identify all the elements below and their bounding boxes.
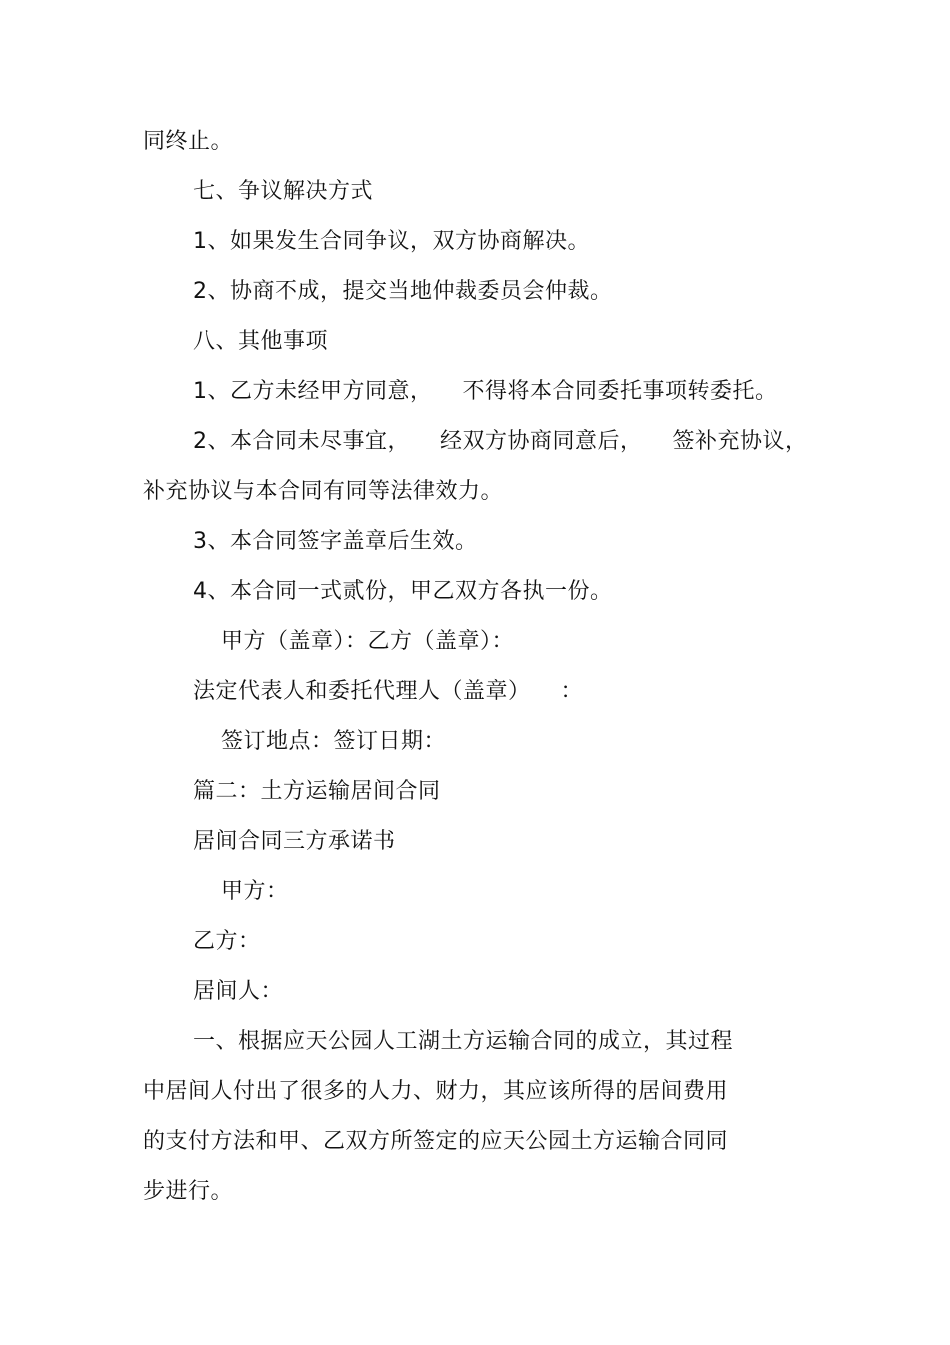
- text-line: 1、乙方未经甲方同意， 不得将本合同委托事项转委托。: [193, 379, 778, 404]
- text-line: 的支付方法和甲、乙双方所签定的应天公园土方运输合同同: [143, 1129, 729, 1154]
- text-line: 一、根据应天公园人工湖土方运输合同的成立，其过程: [193, 1029, 734, 1054]
- document-title: 居间合同三方承诺书: [193, 829, 396, 854]
- text-line: 同终止。: [143, 129, 234, 154]
- text-line: 步进行。: [143, 1179, 234, 1204]
- text-line: 2、本合同未尽事宜， 经双方协商同意后， 签补充协议，: [193, 429, 808, 454]
- text-line: 3、本合同签字盖章后生效。: [193, 529, 478, 554]
- party-line: 甲方：: [221, 879, 289, 904]
- text-line: 中居间人付出了很多的人力、财力，其应该所得的居间费用: [143, 1079, 729, 1104]
- signature-line: 甲方（盖章）：乙方（盖章）：: [221, 629, 515, 654]
- party-line: 乙方：: [193, 929, 261, 954]
- section-heading: 八、其他事项: [193, 329, 329, 354]
- section-heading: 七、争议解决方式: [193, 179, 374, 204]
- text-line: 2、协商不成，提交当地仲裁委员会仲裁。: [193, 279, 613, 304]
- signature-line: 签订地点：签订日期：: [221, 729, 447, 754]
- section-heading: 篇二：土方运输居间合同: [193, 779, 441, 804]
- signature-line: 法定代表人和委托代理人（盖章） ：: [193, 679, 583, 704]
- text-line: 1、如果发生合同争议，双方协商解决。: [193, 229, 590, 254]
- party-line: 居间人：: [193, 979, 284, 1004]
- text-line: 补充协议与本合同有同等法律效力。: [143, 479, 504, 504]
- text-line: 4、本合同一式贰份，甲乙双方各执一份。: [193, 579, 613, 604]
